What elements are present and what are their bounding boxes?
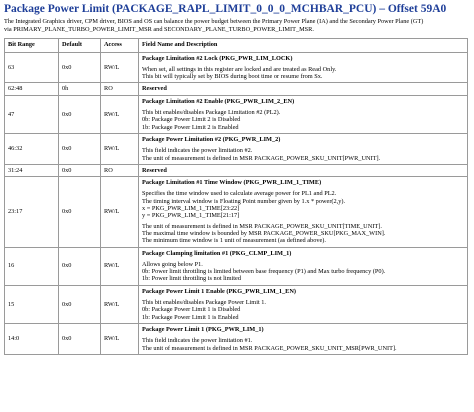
field-description-line: 0b: Package Power Limit 2 is Disabled — [142, 116, 241, 124]
cell-bit-range: 14:0 — [5, 323, 59, 354]
field-name: Package Limitation #2 Enable (PKG_PWR_LIM_2_EN) — [142, 97, 295, 105]
field-description-line: 0b: Power limit throttling is limited between base frequency (P1) and Max turbo frequency (P0). — [142, 268, 386, 276]
field-name: Package Power Limitation #2 (PKG_PWR_LIM_2) — [142, 135, 281, 143]
cell-access: RW/L — [101, 323, 139, 354]
field-description-line: This bit will typically set by BIOS during boot time or resume from Sx. — [142, 73, 323, 81]
field-name: Package Clamping limitation #1 (PKG_CLMP_LIM_1) — [142, 249, 292, 257]
register-field-table — [4, 38, 468, 355]
cell-access: RW/L — [101, 247, 139, 285]
cell-default: 0x0 — [59, 164, 101, 176]
table-row — [5, 247, 468, 285]
field-description-line: When set, all settings in this register are locked and are treated as Read Only. — [142, 65, 337, 73]
cell-default: 0x0 — [59, 177, 101, 247]
field-description-line: This field indicates the power limitation #2. — [142, 147, 253, 155]
cell-access: RW/L — [101, 52, 139, 83]
cell-access: RW/L — [101, 285, 139, 323]
cell-field-description — [139, 285, 468, 323]
cell-bit-range: 63 — [5, 52, 59, 83]
table-row — [5, 323, 468, 354]
field-description-line: The unit of measurement is defined in MSR PACKAGE_POWER_SKU_UNIT[PWR_UNIT]. — [142, 154, 381, 162]
field-description-line: Specifies the time window used to calculate average power for PL1 and PL2. — [142, 190, 337, 198]
field-name: Package Limitation #1 Time Window (PKG_PWR_LIM_1_TIME) — [142, 179, 322, 187]
cell-bit-range: 16 — [5, 247, 59, 285]
table-row — [5, 164, 468, 176]
field-name: Reserved — [142, 166, 167, 174]
field-name: Reserved — [142, 85, 167, 93]
field-name: Package Power Limit 1 (PKG_PWR_LIM_1) — [142, 325, 264, 333]
header-bit-range: Bit Range — [5, 38, 59, 52]
cell-field-description — [139, 133, 468, 164]
cell-bit-range: 23:17 — [5, 177, 59, 247]
table-body — [5, 52, 468, 354]
field-description-line: This bit enables/disables Package Power Limit 1. — [142, 299, 266, 307]
field-description-line: y = PKG_PWR_LIM_1_TIME[21:17] — [142, 212, 240, 220]
cell-default: 0x0 — [59, 133, 101, 164]
cell-default: 0x0 — [59, 95, 101, 133]
field-description-line: This bit enables/disables Package Limitation #2 (PL2). — [142, 109, 281, 117]
field-name: Package Limitation #2 Lock (PKG_PWR_LIM_LOCK) — [142, 54, 293, 62]
field-description-line: The maximal time window is bounded by MSR PACKAGE_POWER_SKU[PKG_MAX_WIN]. — [142, 229, 386, 237]
cell-bit-range: 15 — [5, 285, 59, 323]
table-header-row — [5, 38, 468, 52]
field-description-line: The unit of measurement is defined in MSR PACKAGE_POWER_SKU_UNIT[TIME_UNIT]. — [142, 222, 382, 230]
intro-paragraph — [4, 18, 468, 34]
cell-default: 0x0 — [59, 247, 101, 285]
field-description-line: Allows going below P1. — [142, 260, 203, 268]
header-access: Access — [101, 38, 139, 52]
header-field-description: Field Name and Description — [139, 38, 468, 52]
cell-field-description — [139, 323, 468, 354]
cell-access: RO — [101, 83, 139, 95]
header-default: Default — [59, 38, 101, 52]
cell-access: RW/L — [101, 95, 139, 133]
field-description-line: 0b: Package Power Limit 1 is Disabled — [142, 306, 241, 314]
cell-bit-range: 31:24 — [5, 164, 59, 176]
cell-default: 0h — [59, 83, 101, 95]
table-row — [5, 177, 468, 247]
cell-field-description — [139, 83, 468, 95]
field-description-line: 1b: Package Power Limit 1 is Enabled — [142, 313, 239, 321]
cell-field-description — [139, 247, 468, 285]
cell-access: RO — [101, 164, 139, 176]
field-description-line: 1b: Power limit throttling is not limited — [142, 275, 242, 283]
page-title: Package Power Limit (PACKAGE_RAPL_LIMIT_0_0_0_MCHBAR_PCU) – Offset 59A0 — [4, 3, 447, 15]
field-description-line: The timing interval window is Floating Point number given by 1.x * power(2,y). — [142, 197, 346, 205]
cell-field-description — [139, 177, 468, 247]
cell-bit-range: 47 — [5, 95, 59, 133]
cell-field-description — [139, 95, 468, 133]
intro-line: via PRIMARY_PLANE_TURBO_POWER_LIMIT_MSR and SECONDARY_PLANE_TURBO_POWER_LIMIT_MSR. — [4, 25, 314, 33]
cell-access: RW/L — [101, 177, 139, 247]
table-row — [5, 95, 468, 133]
table-row — [5, 285, 468, 323]
cell-bit-range: 46:32 — [5, 133, 59, 164]
table-row — [5, 52, 468, 83]
cell-default: 0x0 — [59, 285, 101, 323]
field-description-line: x = PKG_PWR_LIM_1_TIME[23:22] — [142, 205, 240, 213]
cell-field-description — [139, 52, 468, 83]
cell-default: 0x0 — [59, 52, 101, 83]
field-description-line: 1b: Package Power Limit 2 is Enabled — [142, 123, 239, 131]
table-row — [5, 83, 468, 95]
field-description-line: The minimum time window is 1 unit of measurement (as defined above). — [142, 237, 326, 245]
cell-access: RW/L — [101, 133, 139, 164]
field-description-line: The unit of measurement is defined in MSR PACKAGE_POWER_SKU_UNIT_MSR[PWR_UNIT]. — [142, 344, 397, 352]
cell-default: 0x0 — [59, 323, 101, 354]
field-description-line: This field indicates the power limitation #1. — [142, 337, 253, 345]
cell-field-description — [139, 164, 468, 176]
cell-bit-range: 62:48 — [5, 83, 59, 95]
table-row — [5, 133, 468, 164]
field-name: Package Power Limit 1 Enable (PKG_PWR_LIM_1_EN) — [142, 287, 296, 295]
intro-line: The Integrated Graphics driver, CPM driver, BIOS and OS can balance the power budget between the Primary Power Plane (IA) and the Secondary Power Plane (GT) — [4, 18, 424, 25]
